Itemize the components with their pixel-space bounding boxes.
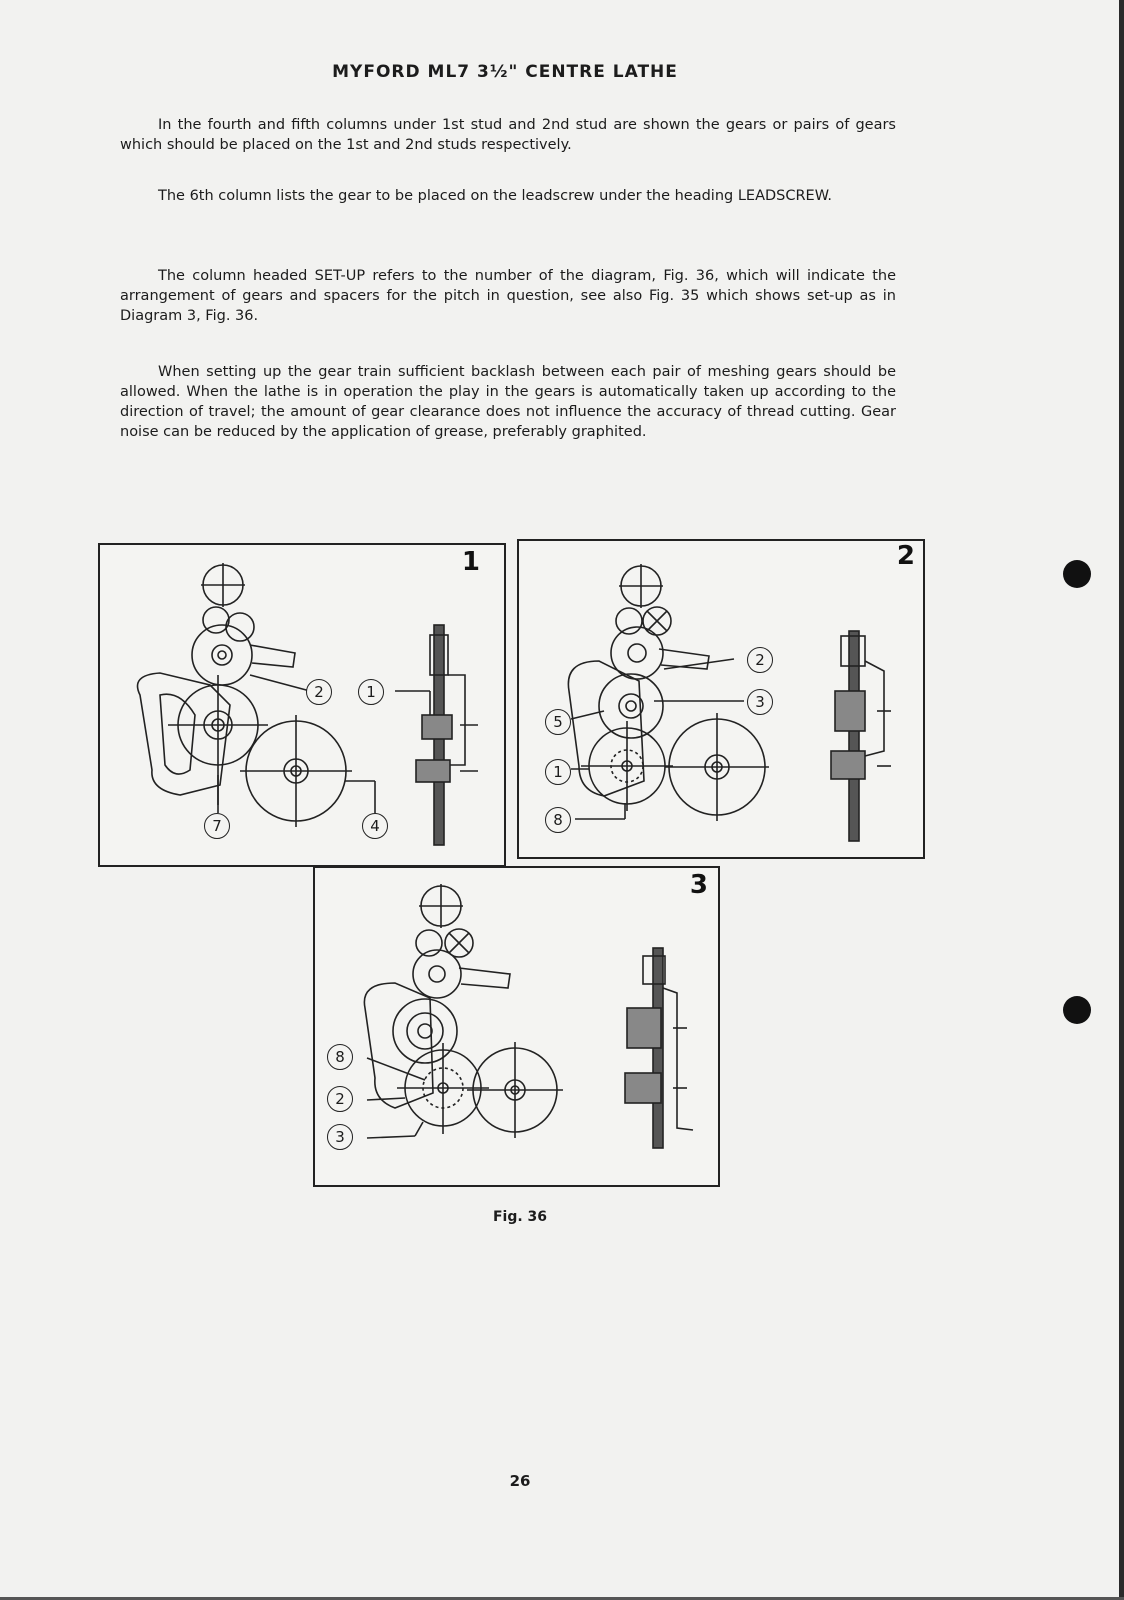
callout-label: 1 [358, 679, 384, 705]
gear-train-drawing [100, 545, 504, 865]
callout-label: 1 [545, 759, 571, 785]
callout-label: 3 [327, 1124, 353, 1150]
callout-label: 2 [327, 1086, 353, 1112]
page-edge [1119, 0, 1124, 1600]
diagram-number: 2 [896, 541, 915, 571]
gear-diagram-1 [98, 543, 506, 867]
page-title: MYFORD ML7 3½" CENTRE LATHE [332, 62, 678, 82]
paragraph [120, 362, 896, 442]
paragraph-text: In the fourth and fifth columns under 1st stud and 2nd stud are shown the gears or pairs of gears which should be placed on the 1st and 2nd studs respectively. [120, 117, 896, 153]
callout-label: 2 [747, 647, 773, 673]
paragraph-text: When setting up the gear train sufficient backlash between each pair of meshing gears should be allowed. When the lathe is in operation the play in the gears is automatically taken up according to the direction of travel; the amount of gear clearance does not influence the accuracy of thread cutting. Gear noise can be reduced by the application of grease, preferably graphited. [120, 364, 896, 440]
callout-label: 2 [306, 679, 332, 705]
callout-label: 8 [545, 807, 571, 833]
punch-hole [1063, 996, 1091, 1024]
gear-train-drawing [315, 868, 718, 1185]
paragraph-text: The column headed SET-UP refers to the number of the diagram, Fig. 36, which will indicate the arrangement of gears and spacers for the pitch in question, see also Fig. 35 which shows set-up as in Diagram 3, Fig. 36. [120, 268, 896, 324]
callout-label: 5 [545, 709, 571, 735]
diagram-number: 1 [461, 547, 480, 577]
gear-diagram-3 [313, 866, 720, 1187]
paragraph [120, 266, 896, 326]
callout-label: 7 [204, 813, 230, 839]
gear-diagram-2 [517, 539, 925, 859]
paragraph-text: The 6th column lists the gear to be placed on the leadscrew under the heading LEADSCREW. [158, 188, 833, 204]
callout-label: 8 [327, 1044, 353, 1070]
callout-label: 4 [362, 813, 388, 839]
paragraph [120, 186, 896, 206]
punch-hole [1063, 560, 1091, 588]
callout-label: 3 [747, 689, 773, 715]
paragraph [120, 115, 896, 155]
figure-caption: Fig. 36 [492, 1209, 548, 1225]
diagram-number: 3 [689, 870, 708, 900]
page-number: 26 [509, 1472, 531, 1490]
gear-train-drawing [519, 541, 923, 857]
